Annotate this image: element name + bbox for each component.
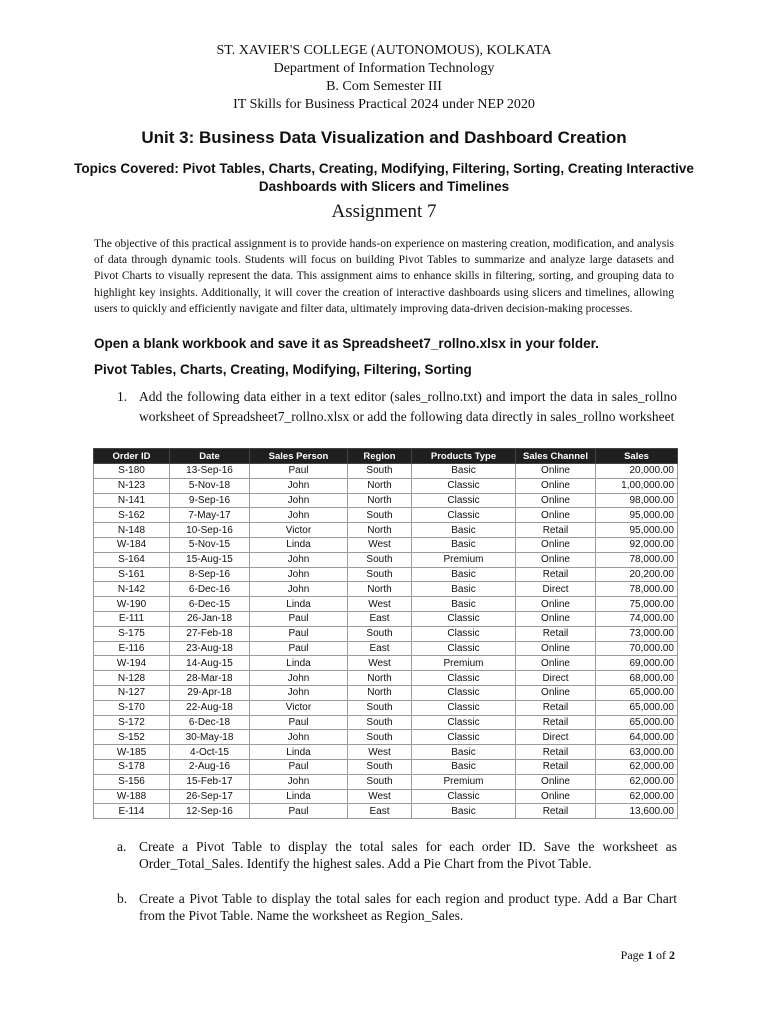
- table-row: [94, 567, 678, 582]
- table-cell: Paul: [250, 626, 348, 641]
- table-cell: 1,00,000.00: [596, 478, 678, 493]
- table-cell: 20,200.00: [596, 567, 678, 582]
- table-cell: 12-Sep-16: [170, 804, 250, 819]
- table-cell: S-175: [94, 626, 170, 641]
- table-cell: Victor: [250, 523, 348, 538]
- table-cell: 13,600.00: [596, 804, 678, 819]
- table-cell: 98,000.00: [596, 493, 678, 508]
- table-row: [94, 700, 678, 715]
- table-cell: 15-Feb-17: [170, 774, 250, 789]
- sub-item-b: [117, 890, 677, 924]
- table-cell: Classic: [412, 789, 516, 804]
- table-row: [94, 611, 678, 626]
- table-row: [94, 478, 678, 493]
- table-cell: Basic: [412, 582, 516, 597]
- table-cell: West: [348, 656, 412, 671]
- table-cell: 20,000.00: [596, 464, 678, 479]
- table-cell: N-148: [94, 523, 170, 538]
- table-row: [94, 804, 678, 819]
- table-cell: 62,000.00: [596, 789, 678, 804]
- table-cell: Classic: [412, 641, 516, 656]
- table-cell: 65,000.00: [596, 685, 678, 700]
- table-cell: North: [348, 582, 412, 597]
- table-cell: Retail: [516, 715, 596, 730]
- sub-item-letter: b.: [117, 891, 128, 906]
- objective-paragraph: The objective of this practical assignment is to provide hands-on experience on mastering creation, modification, and analysis of data through dynamic tools. Students will focus on building Pivot Tables to summarize and analyze large datasets and Pivot Charts to visually represent the data. This assignment aims to enhance skills in filtering, sorting, and grouping data to highlight key insights. Additionally, it will cover the creation of interactive dashboards using slicers and timelines, allowing users to quickly and efficiently navigate and filter data, ultimately improving data-driven decision-making processes.: [94, 238, 674, 315]
- column-header: Sales Person: [250, 449, 348, 464]
- topics-covered: Topics Covered: Pivot Tables, Charts, Creating, Modifying, Filtering, Sorting, Creating Interactive Dashboards with Slicers and Timelines: [74, 161, 694, 194]
- column-header: Sales Channel: [516, 449, 596, 464]
- table-cell: East: [348, 641, 412, 656]
- table-cell: 10-Sep-16: [170, 523, 250, 538]
- table-body: [94, 464, 678, 819]
- table-cell: Online: [516, 789, 596, 804]
- table-cell: Paul: [250, 464, 348, 479]
- table-cell: Linda: [250, 656, 348, 671]
- table-cell: South: [348, 567, 412, 582]
- table-cell: John: [250, 582, 348, 597]
- table-cell: North: [348, 523, 412, 538]
- table-cell: W-184: [94, 537, 170, 552]
- table-row: [94, 582, 678, 597]
- table-cell: Classic: [412, 715, 516, 730]
- table-cell: 95,000.00: [596, 523, 678, 538]
- table-cell: Victor: [250, 700, 348, 715]
- semester-line: B. Com Semester III: [326, 79, 442, 94]
- table-row: [94, 493, 678, 508]
- table-cell: Premium: [412, 656, 516, 671]
- table-cell: Basic: [412, 523, 516, 538]
- table-cell: John: [250, 478, 348, 493]
- table-cell: Paul: [250, 759, 348, 774]
- table-row: [94, 508, 678, 523]
- table-cell: S-164: [94, 552, 170, 567]
- table-row: [94, 464, 678, 479]
- table-cell: South: [348, 700, 412, 715]
- table-cell: 65,000.00: [596, 700, 678, 715]
- table-cell: 65,000.00: [596, 715, 678, 730]
- table-cell: Classic: [412, 730, 516, 745]
- table-row: [94, 626, 678, 641]
- table-cell: West: [348, 745, 412, 760]
- table-cell: Online: [516, 552, 596, 567]
- table-cell: N-127: [94, 685, 170, 700]
- table-cell: Classic: [412, 671, 516, 686]
- table-cell: S-180: [94, 464, 170, 479]
- table-cell: Basic: [412, 464, 516, 479]
- table-cell: West: [348, 597, 412, 612]
- table-cell: 64,000.00: [596, 730, 678, 745]
- table-cell: N-123: [94, 478, 170, 493]
- table-cell: 26-Jan-18: [170, 611, 250, 626]
- table-cell: Classic: [412, 478, 516, 493]
- table-cell: East: [348, 804, 412, 819]
- list-item-number: 1.: [117, 389, 128, 404]
- table-cell: North: [348, 493, 412, 508]
- table-cell: Online: [516, 774, 596, 789]
- table-cell: Classic: [412, 626, 516, 641]
- table-row: [94, 671, 678, 686]
- table-cell: John: [250, 493, 348, 508]
- table-cell: 6-Dec-16: [170, 582, 250, 597]
- table-cell: South: [348, 464, 412, 479]
- table-cell: South: [348, 759, 412, 774]
- table-cell: 2-Aug-16: [170, 759, 250, 774]
- table-cell: Retail: [516, 759, 596, 774]
- table-cell: 4-Oct-15: [170, 745, 250, 760]
- footer-total-pages: 2: [669, 948, 675, 962]
- table-cell: South: [348, 552, 412, 567]
- table-cell: 78,000.00: [596, 552, 678, 567]
- table-row: [94, 523, 678, 538]
- table-cell: Linda: [250, 745, 348, 760]
- table-cell: 22-Aug-18: [170, 700, 250, 715]
- unit-title: Unit 3: Business Data Visualization and Dashboard Creation: [141, 128, 627, 147]
- table-cell: Basic: [412, 537, 516, 552]
- table-cell: Paul: [250, 804, 348, 819]
- table-cell: N-142: [94, 582, 170, 597]
- table-cell: Online: [516, 478, 596, 493]
- table-cell: South: [348, 715, 412, 730]
- table-cell: Retail: [516, 700, 596, 715]
- sub-item-letter: a.: [117, 839, 127, 854]
- table-row: [94, 597, 678, 612]
- table-cell: 73,000.00: [596, 626, 678, 641]
- table-cell: S-152: [94, 730, 170, 745]
- table-row: [94, 641, 678, 656]
- table-cell: John: [250, 567, 348, 582]
- table-cell: Paul: [250, 715, 348, 730]
- table-cell: 13-Sep-16: [170, 464, 250, 479]
- table-cell: Basic: [412, 745, 516, 760]
- footer-of: of: [653, 948, 669, 962]
- table-cell: Online: [516, 611, 596, 626]
- table-cell: Online: [516, 508, 596, 523]
- table-cell: Retail: [516, 567, 596, 582]
- table-cell: South: [348, 508, 412, 523]
- table-cell: John: [250, 508, 348, 523]
- table-cell: 7-May-17: [170, 508, 250, 523]
- table-row: [94, 745, 678, 760]
- table-cell: 78,000.00: [596, 582, 678, 597]
- table-row: [94, 730, 678, 745]
- table-cell: Basic: [412, 567, 516, 582]
- table-row: [94, 656, 678, 671]
- table-cell: Premium: [412, 552, 516, 567]
- sub-item-text: Create a Pivot Table to display the total sales for each order ID. Save the worksheet as Order_Total_Sales. Identify the highest sales. Add a Pie Chart from the Pivot Table.: [139, 839, 677, 871]
- table-cell: Direct: [516, 730, 596, 745]
- table-cell: 95,000.00: [596, 508, 678, 523]
- table-cell: 23-Aug-18: [170, 641, 250, 656]
- page-footer: [621, 948, 675, 963]
- table-cell: 8-Sep-16: [170, 567, 250, 582]
- table-cell: Classic: [412, 493, 516, 508]
- department-name: Department of Information Technology: [273, 61, 495, 76]
- table-cell: East: [348, 611, 412, 626]
- table-cell: Linda: [250, 789, 348, 804]
- sales-data-table: [93, 448, 678, 819]
- table-cell: South: [348, 730, 412, 745]
- table-cell: 6-Dec-18: [170, 715, 250, 730]
- table-cell: 6-Dec-15: [170, 597, 250, 612]
- table-cell: S-170: [94, 700, 170, 715]
- table-cell: Paul: [250, 641, 348, 656]
- column-header: Order ID: [94, 449, 170, 464]
- table-cell: 30-May-18: [170, 730, 250, 745]
- table-cell: 14-Aug-15: [170, 656, 250, 671]
- table-cell: John: [250, 552, 348, 567]
- table-cell: S-156: [94, 774, 170, 789]
- table-cell: 69,000.00: [596, 656, 678, 671]
- table-cell: E-114: [94, 804, 170, 819]
- column-header: Date: [170, 449, 250, 464]
- table-cell: S-162: [94, 508, 170, 523]
- table-row: [94, 774, 678, 789]
- table-cell: S-161: [94, 567, 170, 582]
- open-workbook-instruction: Open a blank workbook and save it as Spreadsheet7_rollno.xlsx in your folder.: [94, 336, 599, 351]
- table-cell: S-178: [94, 759, 170, 774]
- table-cell: Paul: [250, 611, 348, 626]
- table-cell: 15-Aug-15: [170, 552, 250, 567]
- table-cell: S-172: [94, 715, 170, 730]
- column-header: Region: [348, 449, 412, 464]
- table-cell: Basic: [412, 804, 516, 819]
- table-cell: W-185: [94, 745, 170, 760]
- table-cell: Online: [516, 597, 596, 612]
- table-cell: E-111: [94, 611, 170, 626]
- table-cell: Direct: [516, 582, 596, 597]
- table-cell: Basic: [412, 597, 516, 612]
- table-cell: Linda: [250, 537, 348, 552]
- table-cell: Retail: [516, 745, 596, 760]
- table-cell: Premium: [412, 774, 516, 789]
- table-cell: South: [348, 774, 412, 789]
- table-cell: John: [250, 730, 348, 745]
- table-cell: Classic: [412, 685, 516, 700]
- footer-prefix: Page: [620, 948, 647, 962]
- table-row: [94, 537, 678, 552]
- table-cell: 68,000.00: [596, 671, 678, 686]
- table-cell: 5-Nov-18: [170, 478, 250, 493]
- table-cell: E-116: [94, 641, 170, 656]
- table-cell: 62,000.00: [596, 774, 678, 789]
- table-cell: 74,000.00: [596, 611, 678, 626]
- sub-item-a: [117, 838, 677, 872]
- table-cell: Online: [516, 656, 596, 671]
- table-cell: North: [348, 685, 412, 700]
- table-cell: Direct: [516, 671, 596, 686]
- table-cell: 70,000.00: [596, 641, 678, 656]
- table-cell: N-128: [94, 671, 170, 686]
- table-cell: W-190: [94, 597, 170, 612]
- sub-item-text: Create a Pivot Table to display the total sales for each region and product type. Add a Bar Chart from the Pivot Table. Name the worksheet as Region_Sales.: [139, 891, 677, 923]
- table-row: [94, 789, 678, 804]
- table-cell: John: [250, 671, 348, 686]
- table-cell: W-188: [94, 789, 170, 804]
- table-cell: Linda: [250, 597, 348, 612]
- table-cell: Online: [516, 641, 596, 656]
- table-cell: Retail: [516, 626, 596, 641]
- table-cell: Online: [516, 537, 596, 552]
- table-cell: 26-Sep-17: [170, 789, 250, 804]
- table-cell: 5-Nov-15: [170, 537, 250, 552]
- table-cell: Online: [516, 493, 596, 508]
- table-cell: 29-Apr-18: [170, 685, 250, 700]
- table-cell: 75,000.00: [596, 597, 678, 612]
- table-cell: North: [348, 478, 412, 493]
- table-cell: Online: [516, 685, 596, 700]
- table-cell: Retail: [516, 804, 596, 819]
- course-line: IT Skills for Business Practical 2024 under NEP 2020: [233, 97, 535, 112]
- column-header: Products Type: [412, 449, 516, 464]
- list-item-text: Add the following data either in a text editor (sales_rollno.txt) and import the data in sales_rollno worksheet of Spreadsheet7_rollno.xlsx or add the following data directly in sales_rollno worksheet: [139, 389, 677, 424]
- table-cell: Classic: [412, 611, 516, 626]
- table-cell: Retail: [516, 523, 596, 538]
- list-item-1: [117, 387, 677, 427]
- table-cell: John: [250, 685, 348, 700]
- table-cell: 28-Mar-18: [170, 671, 250, 686]
- table-header-row: [94, 449, 678, 464]
- table-cell: 92,000.00: [596, 537, 678, 552]
- table-cell: Basic: [412, 759, 516, 774]
- table-cell: John: [250, 774, 348, 789]
- column-header: Sales: [596, 449, 678, 464]
- section-heading: Pivot Tables, Charts, Creating, Modifying, Filtering, Sorting: [94, 362, 472, 377]
- table-row: [94, 715, 678, 730]
- footer-current-page: 1: [647, 948, 653, 962]
- table-cell: Classic: [412, 700, 516, 715]
- table-cell: N-141: [94, 493, 170, 508]
- table-cell: 9-Sep-16: [170, 493, 250, 508]
- table-cell: 62,000.00: [596, 759, 678, 774]
- table-cell: 63,000.00: [596, 745, 678, 760]
- table-row: [94, 552, 678, 567]
- table-row: [94, 759, 678, 774]
- table-cell: W-194: [94, 656, 170, 671]
- table-cell: Online: [516, 464, 596, 479]
- table-cell: 27-Feb-18: [170, 626, 250, 641]
- table-cell: Classic: [412, 508, 516, 523]
- table-cell: South: [348, 626, 412, 641]
- assignment-title: Assignment 7: [331, 201, 437, 222]
- college-name: ST. XAVIER'S COLLEGE (AUTONOMOUS), KOLKATA: [216, 43, 552, 58]
- table-cell: North: [348, 671, 412, 686]
- table-cell: West: [348, 537, 412, 552]
- table-row: [94, 685, 678, 700]
- table-cell: West: [348, 789, 412, 804]
